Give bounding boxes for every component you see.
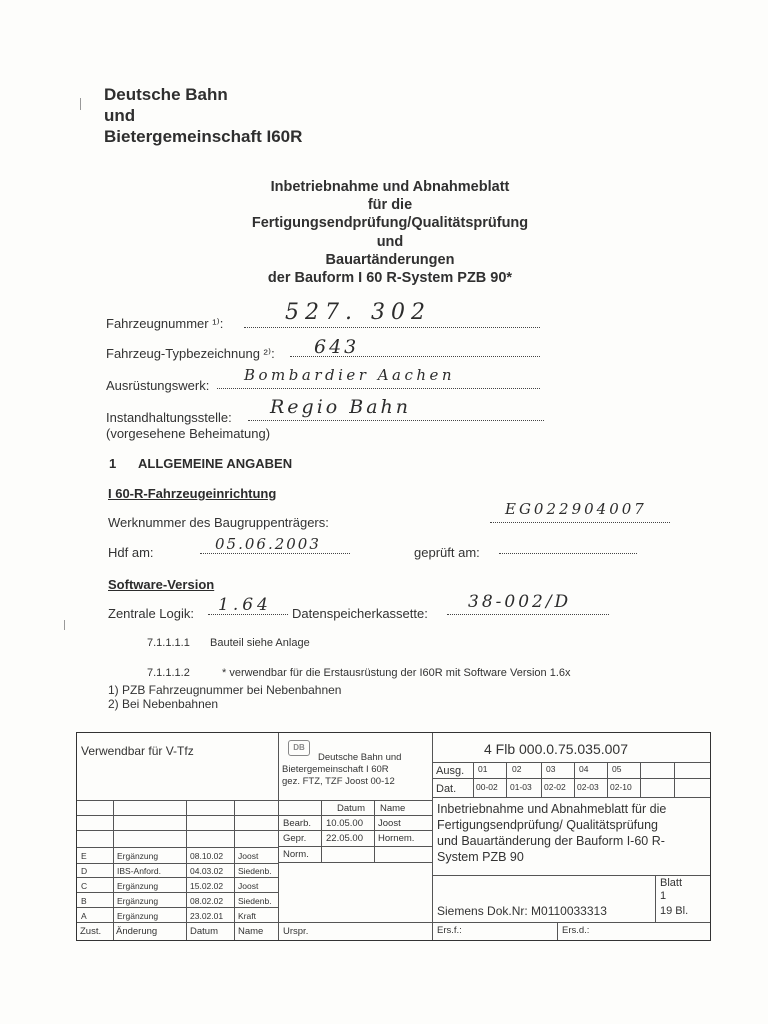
hdf-label: Hdf am: [108,545,154,560]
kassette-line [447,614,609,615]
change-datum: 23.02.01 [190,911,224,921]
logik-label: Zentrale Logik: [108,606,194,621]
subheading-fahrzeugeinrichtung: I 60-R-Fahrzeugeinrichtung [108,486,277,501]
sign-row-datum: 10.05.00 [326,818,363,829]
title-line-1: Inbetriebnahme und Abnahmeblatt [270,179,510,195]
change-zust: A [81,911,87,921]
scan-mark [64,620,65,630]
divider [674,762,675,797]
ausg-cell: 04 [579,764,589,774]
divider [77,892,278,893]
divider [506,762,507,797]
typ-label: Fahrzeug-Typbezeichnung ²⁾: [106,346,275,361]
org-line-3: Bietergemeinschaft I60R [104,127,303,146]
blatt-total: 19 Bl. [660,905,689,917]
section-heading: ALLGEMEINE ANGABEN [138,456,293,471]
document-number: 4 Flb 000.0.75.035.007 [484,741,629,757]
description-line: System PZB 90 [437,850,524,864]
typ-value: 643 [314,336,360,358]
change-zust: B [81,896,87,906]
werknummer-label: Werknummer des Baugruppenträgers: [108,515,329,530]
change-name: Joost [238,881,259,891]
dat-label: Dat. [436,783,457,795]
description [437,801,666,865]
divider [113,800,114,940]
divider [278,733,279,940]
divider [278,846,432,847]
werk-label: Ausrüstungswerk: [106,378,210,393]
change-zust: C [81,881,88,891]
divider [607,762,608,797]
kassette-label: Datenspeicherkassette: [292,606,428,621]
divider [77,922,432,923]
dat-cell: 00-02 [476,782,498,792]
scan-mark [80,98,81,110]
ausg-label: Ausg. [436,765,465,777]
divider [234,800,235,940]
change-aend: Ergänzung [117,881,159,891]
change-datum: 08.02.02 [190,896,224,906]
werknummer-value: EG022904007 [505,500,647,518]
footnote-2: 2) Bei Nebenbahnen [108,697,219,711]
sign-row-label: Norm. [283,849,309,860]
fahrzeugnummer-line [244,327,540,328]
dat-cell: 02-03 [577,782,599,792]
logik-value: 1.64 [218,595,272,615]
title-line-5: Bauartänderungen [325,252,455,268]
db-logo: DB [288,740,310,756]
sign-row-datum: 22.05.00 [326,833,363,844]
item-2-number: 7.1.1.1.2 [147,667,190,679]
section-number: 1 [109,456,117,471]
dat-cell: 02-02 [544,782,566,792]
divider [473,762,474,797]
ers-f-label: Ers.f.: [437,925,462,936]
stelle-value: Regio Bahn [270,396,412,418]
divider [557,922,558,940]
change-datum: 08.10.02 [190,851,224,861]
divider [655,875,656,922]
title-line-4: und [376,234,404,250]
description-line: und Bauartänderung der Bauform I-60 R- [437,834,665,848]
stelle-note: (vorgesehene Beheimatung) [106,426,271,441]
change-zust: D [81,866,88,876]
ausg-cell: 02 [512,764,522,774]
divider [77,815,278,816]
divider [321,800,322,862]
divider [186,800,187,940]
divider [432,733,433,940]
geprueft-line [499,553,637,554]
divider [278,830,432,831]
geprueft-label: geprüft am: [414,545,480,560]
change-name: Siedenb. [238,896,272,906]
change-name: Kraft [238,911,256,921]
item-1-text: Bauteil siehe Anlage [210,637,310,649]
dat-cell: 01-03 [510,782,532,792]
sign-row-label: Gepr. [283,833,307,844]
org-line-1: Deutsche Bahn [104,85,228,104]
hdf-value: 05.06.2003 [215,535,321,553]
change-name: Joost [238,851,259,861]
org-line-2: und [104,106,136,125]
divider [278,862,432,863]
sign-row-label: Bearb. [283,818,311,829]
ausg-cell: 03 [546,764,556,774]
kassette-value: 38-002/D [468,592,572,612]
divider [432,797,710,798]
ausg-cell: 01 [478,764,488,774]
divider [77,800,278,801]
divider [432,922,710,923]
hdf-line [200,553,350,554]
change-aend: Ergänzung [117,896,159,906]
divider [640,762,641,797]
divider [574,762,575,797]
change-aend: IBS-Anford. [117,866,161,876]
divider [278,800,432,801]
divider [432,875,710,876]
divider [77,907,278,908]
tb-org-line-2: Bietergemeinschaft I 60R [282,764,389,775]
divider [77,863,278,864]
tb-org-line-3: gez. FTZ, TZF Joost 00-12 [282,776,395,787]
description-line: Inbetriebnahme und Abnahmeblatt für die [437,802,667,816]
change-name: Siedenb. [238,866,272,876]
sign-row-name: Joost [378,818,401,829]
blatt-number: 1 [660,890,667,902]
stelle-line [248,420,544,421]
col-datum-header: Datum [337,803,365,814]
ausg-cell: 05 [612,764,622,774]
dat-cell: 02-10 [610,782,632,792]
change-aend: Ergänzung [117,911,159,921]
fahrzeugnummer-label: Fahrzeugnummer ¹⁾: [106,316,224,331]
col-zust: Zust. [80,926,102,937]
tb-org-line-1: Deutsche Bahn und [318,752,402,763]
divider [77,830,278,831]
change-zust: E [81,851,87,861]
werknummer-line [490,522,670,523]
change-datum: 15.02.02 [190,881,224,891]
divider [77,847,278,848]
col-datum: Datum [190,926,218,937]
change-aend: Ergänzung [117,851,159,861]
siemens-doc-number: Siemens Dok.Nr: M0110033313 [437,904,607,918]
item-1-number: 7.1.1.1.1 [147,637,190,649]
ers-d-label: Ers.d.: [562,925,590,936]
urspr-label: Urspr. [283,926,309,937]
item-2-text: * verwendbar für die Erstausrüstung der I60R mit Software Version 1.6x [222,667,571,679]
col-name: Name [238,926,264,937]
col-aenderung: Änderung [116,926,158,937]
divider [278,815,432,816]
title-line-3: Fertigungsendprüfung/Qualitätsprüfung [251,215,529,231]
fahrzeugnummer-value: 527. 302 [285,300,431,325]
werk-line [217,388,540,389]
divider [374,800,375,862]
werk-value: Bombardier Aachen [244,366,456,384]
title-line-2: für die [367,197,413,213]
col-name-header: Name [380,803,406,814]
change-datum: 04.03.02 [190,866,224,876]
footnote-1: 1) PZB Fahrzeugnummer bei Nebenbahnen [108,683,342,697]
description-line: Fertigungsendprüfung/ Qualitätsprüfung [437,818,658,832]
verwendbar-label: Verwendbar für V-Tfz [81,744,194,758]
title-line-6: der Bauform I 60 R-System PZB 90* [267,270,513,286]
divider [77,877,278,878]
stelle-label: Instandhaltungsstelle: [106,410,232,425]
subheading-software: Software-Version [108,577,215,592]
blatt-label: Blatt [660,877,683,889]
sign-row-name: Hornem. [378,833,415,844]
divider [541,762,542,797]
